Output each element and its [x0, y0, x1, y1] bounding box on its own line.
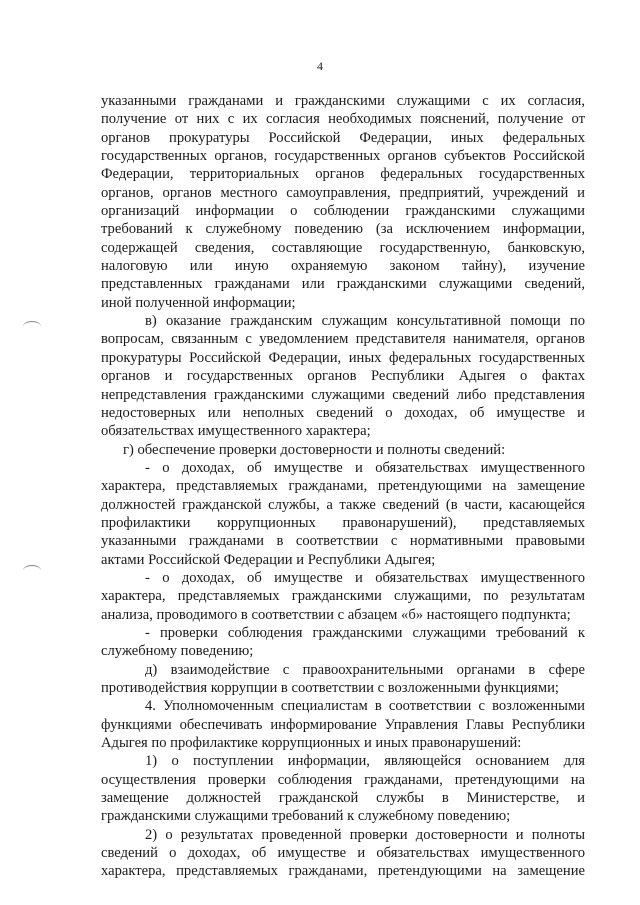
text-line: - о доходах, об имуществе и обязательствах имущественного [145, 459, 585, 476]
text-line: требований к служебному поведению (за исключением информации, [101, 221, 585, 238]
text-line: 2) о результатах проведенной проверки достоверности и полноты [145, 826, 585, 843]
text-line: прокуратуры Российской Федерации, иных федеральных государственных [101, 349, 585, 366]
text-line: Адыгея по профилактике коррупционных и иных правонарушений: [101, 735, 522, 752]
text-line: содержащей сведения, составляющие государственную, банковскую, [101, 239, 585, 256]
text-line: обязательствах имущественного характера; [101, 423, 371, 440]
text-line: 4. Уполномоченным специалистам в соответствии с возложенными [145, 698, 585, 715]
text-line: представленных гражданами или гражданскими служащими сведений, [101, 276, 585, 293]
text-line: органов, органов местного самоуправления, предприятий, учреждений и [101, 184, 585, 201]
text-line: сведений о доходах, об имуществе и обязательствах имущественного [101, 845, 585, 862]
text-line: профилактики коррупционных правонарушений), представляемых [101, 514, 585, 531]
text-line: функциями обеспечивать информирование Управления Главы Республики [101, 716, 585, 733]
page-number: 4 [317, 59, 323, 73]
text-line: указанными гражданами в соответствии с нормативными правовыми [101, 533, 585, 550]
document-body [101, 92, 585, 881]
text-line: иной полученной информации; [101, 294, 296, 311]
text-line: органов прокуратуры Российской Федерации, иных федеральных [101, 129, 585, 146]
text-line: получение от них с их согласия необходимых пояснений, получение от [101, 111, 585, 128]
text-line: замещение должностей гражданской службы в Министерстве, и [101, 790, 585, 807]
text-line: анализа, проводимого в соответствии с абзацем «б» настоящего подпункта; [101, 606, 571, 623]
text-line: осуществления проверки соблюдения гражданами, претендующими на [101, 771, 585, 788]
text-line: служебному поведению; [101, 643, 254, 660]
text-line: - о доходах, об имуществе и обязательствах имущественного [145, 569, 585, 586]
text-line: 1) о поступлении информации, являющейся основанием для [145, 753, 585, 770]
text-line: указанными гражданами и гражданскими служащими с их согласия, [101, 93, 585, 109]
text-line: недостоверных или неполных сведений о доходах, об имуществе и [101, 404, 585, 421]
text-line: в) оказание гражданским служащим консультативной помощи по [145, 313, 585, 330]
text-line: характера, представляемых гражданскими служащими, по результатам [101, 588, 585, 605]
text-line: организаций информации о соблюдении гражданскими служащими [101, 203, 585, 220]
text-line: налоговую или иную охраняемую законом тайну), изучение [101, 258, 585, 275]
punch-hole-mark-top [23, 321, 41, 332]
text-line: гражданскими служащими требований к служебному поведению; [101, 808, 511, 825]
text-line: г) обеспечение проверки достоверности и полноты сведений: [123, 441, 506, 458]
text-line: актами Российской Федерации и Республики Адыгея; [101, 551, 436, 568]
punch-hole-mark-bottom [23, 565, 41, 576]
text-line: Федерации, территориальных органов федеральных государственных [101, 166, 585, 183]
text-line: государственных органов, государственных органов субъектов Российской [101, 148, 585, 165]
text-line: органов и государственных органов Республики Адыгея о фактах [101, 368, 585, 385]
text-line: характера, представляемых гражданами, претендующими на замещение [101, 863, 585, 880]
text-line: - проверки соблюдения гражданскими служащими требований к [145, 624, 585, 641]
text-line: должностей гражданской службы, а также сведений (в части, касающейся [101, 496, 585, 513]
text-line: противодействия коррупции в соответствии с возложенными функциями; [101, 680, 559, 696]
text-line: вопросам, связанным с уведомлением представителя нанимателя, органов [101, 331, 585, 348]
text-line: д) взаимодействие с правоохранительными органами в сфере [145, 661, 585, 678]
text-line: непредставления гражданскими служащими сведений либо представления [101, 386, 585, 403]
text-line: характера, представляемых гражданами, претендующими на замещение [101, 478, 585, 495]
